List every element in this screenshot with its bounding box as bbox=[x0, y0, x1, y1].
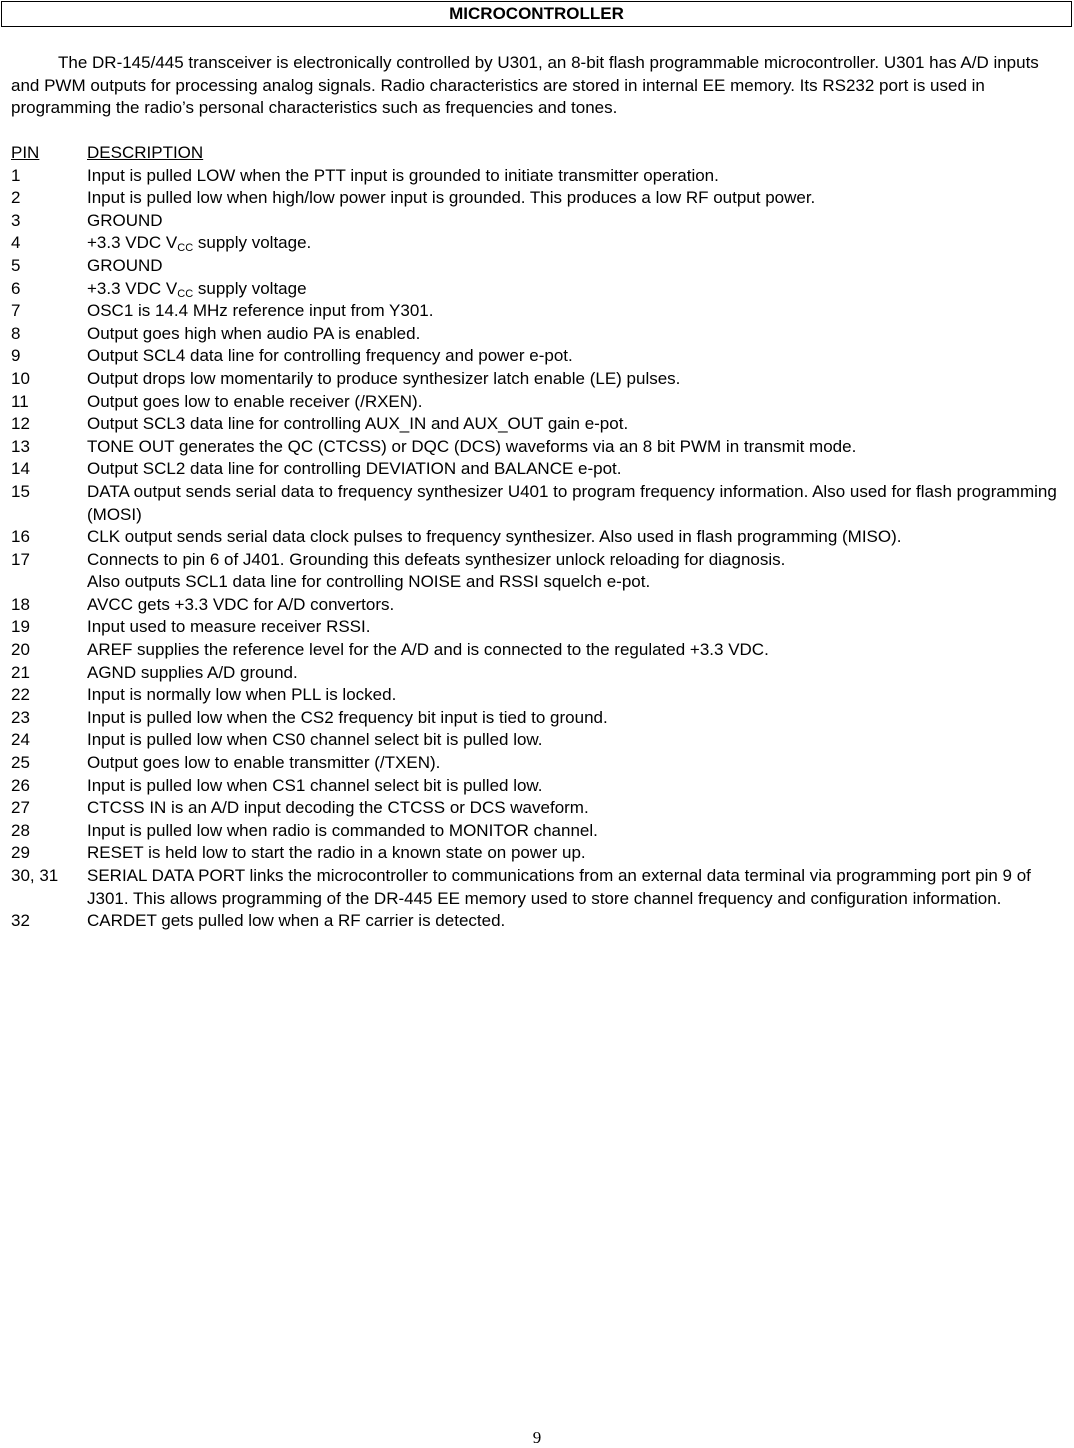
pin-row bbox=[11, 458, 1066, 481]
pin-row bbox=[11, 639, 1066, 662]
pin-description: AGND supplies A/D ground. bbox=[87, 662, 298, 682]
pin-description: Input used to measure receiver RSSI. bbox=[87, 617, 371, 637]
desc-line: Also outputs SCL1 data line for controlling NOISE and RSSI squelch e-pot. bbox=[87, 572, 651, 592]
pin-number: 20 bbox=[11, 640, 30, 660]
pin-description: GROUND bbox=[87, 255, 163, 275]
pin-description: GROUND bbox=[87, 210, 163, 230]
pin-number: 6 bbox=[11, 278, 21, 298]
pin-number: 29 bbox=[11, 843, 30, 863]
pin-description: RESET is held low to start the radio in a known state on power up. bbox=[87, 843, 586, 863]
pin-table-header bbox=[11, 142, 1066, 165]
pin-row bbox=[11, 323, 1066, 346]
desc-text: +3.3 VDC V bbox=[87, 233, 178, 253]
pin-description bbox=[87, 549, 1066, 594]
pin-number: 17 bbox=[11, 549, 30, 569]
desc-line: Connects to pin 6 of J401. Grounding this defeats synthesizer unlock reloading for diagnosis. bbox=[87, 549, 786, 569]
pin-number: 5 bbox=[11, 255, 21, 275]
pin-row bbox=[11, 368, 1066, 391]
pin-description: SERIAL DATA PORT links the microcontroller to communications from an external data terminal via programming port pin 9 of J301. This allows programming of the DR-445 EE memory used to store channel frequency and configuration information. bbox=[87, 866, 1031, 908]
pin-number: 8 bbox=[11, 323, 21, 343]
pin-description: AREF supplies the reference level for the A/D and is connected to the regulated +3.3 VDC. bbox=[87, 640, 769, 660]
pin-row bbox=[11, 232, 1066, 255]
pin-description: Output SCL3 data line for controlling AUX_IN and AUX_OUT gain e-pot. bbox=[87, 414, 629, 434]
pin-description: Input is pulled low when high/low power input is grounded. This produces a low RF output power. bbox=[87, 188, 816, 208]
pin-number: 18 bbox=[11, 594, 30, 614]
pin-row bbox=[11, 594, 1066, 617]
pin-description bbox=[87, 232, 1066, 255]
pin-description: Input is pulled low when CS0 channel select bit is pulled low. bbox=[87, 730, 543, 750]
pin-description: Output SCL2 data line for controlling DEVIATION and BALANCE e-pot. bbox=[87, 459, 622, 479]
pin-description: AVCC gets +3.3 VDC for A/D convertors. bbox=[87, 594, 395, 614]
pin-description: Input is pulled LOW when the PTT input is grounded to initiate transmitter operation. bbox=[87, 165, 719, 185]
pin-row bbox=[11, 729, 1066, 752]
pin-number: 3 bbox=[11, 210, 21, 230]
pin-number: 11 bbox=[11, 391, 29, 411]
pin-description: TONE OUT generates the QC (CTCSS) or DQC (DCS) waveforms via an 8 bit PWM in transmit mode. bbox=[87, 436, 857, 456]
pin-number: 27 bbox=[11, 798, 30, 818]
pin-number: 19 bbox=[11, 617, 30, 637]
pin-number: 1 bbox=[11, 165, 21, 185]
pin-row bbox=[11, 526, 1066, 549]
header-pin: PIN bbox=[11, 143, 40, 162]
pin-description: Output drops low momentarily to produce synthesizer latch enable (LE) pulses. bbox=[87, 368, 681, 388]
pin-description: Input is pulled low when CS1 channel select bit is pulled low. bbox=[87, 775, 543, 795]
pin-row bbox=[11, 481, 1066, 526]
pin-row bbox=[11, 775, 1066, 798]
pin-row bbox=[11, 842, 1066, 865]
pin-number: 4 bbox=[11, 233, 21, 253]
pin-number: 2 bbox=[11, 188, 21, 208]
pin-description: Input is pulled low when radio is commanded to MONITOR channel. bbox=[87, 820, 598, 840]
pin-number: 30, 31 bbox=[11, 866, 59, 885]
pin-number: 26 bbox=[11, 775, 30, 795]
pin-row bbox=[11, 255, 1066, 278]
pin-description: Input is pulled low when the CS2 frequency bit input is tied to ground. bbox=[87, 707, 608, 727]
pin-number: 21 bbox=[11, 662, 30, 682]
header-description: DESCRIPTION bbox=[87, 143, 204, 162]
pin-description: Output goes low to enable receiver (/RXEN). bbox=[87, 391, 423, 411]
pin-number: 14 bbox=[11, 459, 30, 479]
pin-row bbox=[11, 210, 1066, 233]
pin-description: CTCSS IN is an A/D input decoding the CTCSS or DCS waveform. bbox=[87, 798, 589, 818]
pin-description: Output goes low to enable transmitter (/TXEN). bbox=[87, 753, 441, 773]
pin-number: 10 bbox=[11, 368, 30, 388]
pin-row bbox=[11, 187, 1066, 210]
pin-row bbox=[11, 345, 1066, 368]
pin-table bbox=[11, 142, 1066, 933]
intro-paragraph bbox=[11, 52, 1066, 120]
pin-number: 24 bbox=[11, 730, 30, 750]
pin-row bbox=[11, 616, 1066, 639]
pin-row bbox=[11, 300, 1066, 323]
pin-number: 32 bbox=[11, 911, 30, 931]
pin-number: 16 bbox=[11, 527, 30, 547]
pin-row bbox=[11, 413, 1066, 436]
page-number: 9 bbox=[532, 1428, 542, 1447]
pin-row bbox=[11, 391, 1066, 414]
pin-number: 7 bbox=[11, 301, 21, 321]
pin-description: Output goes high when audio PA is enabled. bbox=[87, 323, 421, 343]
pin-description: DATA output sends serial data to frequency synthesizer U401 to program frequency information. Also used for flash programming (MOSI) bbox=[87, 481, 1057, 524]
pin-description: CLK output sends serial data clock pulses to frequency synthesizer. Also used in flash programming (MISO). bbox=[87, 527, 902, 547]
pin-number: 25 bbox=[11, 753, 30, 773]
desc-text: +3.3 VDC V bbox=[87, 278, 178, 298]
pin-row bbox=[11, 549, 1066, 594]
pin-row bbox=[11, 820, 1066, 843]
desc-subscript: CC bbox=[177, 287, 194, 300]
pin-number: 23 bbox=[11, 707, 30, 727]
pin-description: Input is normally low when PLL is locked. bbox=[87, 685, 397, 705]
pin-number: 15 bbox=[11, 481, 30, 501]
pin-row bbox=[11, 865, 1066, 910]
pin-description: CARDET gets pulled low when a RF carrier is detected. bbox=[87, 911, 506, 931]
pin-number: 9 bbox=[11, 346, 21, 366]
intro-text: The DR-145/445 transceiver is electronically controlled by U301, an 8-bit flash programmable microcontroller. U301 has A/D inputs and PWM outputs for processing analog signals. Radio characteristics are stored in internal EE memory. Its RS232 port is used in programming the radio’s personal characteristics such as frequencies and tones. bbox=[11, 53, 1039, 117]
pin-row bbox=[11, 684, 1066, 707]
pin-row bbox=[11, 707, 1066, 730]
pin-number: 13 bbox=[11, 436, 30, 456]
pin-description bbox=[87, 278, 1066, 301]
pin-row bbox=[11, 436, 1066, 459]
desc-text: supply voltage bbox=[193, 278, 307, 298]
pin-description: OSC1 is 14.4 MHz reference input from Y301. bbox=[87, 301, 434, 321]
desc-text: supply voltage. bbox=[193, 233, 312, 253]
section-title: MICROCONTROLLER bbox=[1, 1, 1072, 27]
pin-row bbox=[11, 278, 1066, 301]
pin-row bbox=[11, 662, 1066, 685]
pin-number: 22 bbox=[11, 685, 30, 705]
pin-row bbox=[11, 910, 1066, 933]
pin-row bbox=[11, 797, 1066, 820]
pin-number: 28 bbox=[11, 820, 30, 840]
pin-row bbox=[11, 752, 1066, 775]
pin-row bbox=[11, 165, 1066, 188]
pin-number: 12 bbox=[11, 414, 30, 434]
pin-description: Output SCL4 data line for controlling frequency and power e-pot. bbox=[87, 346, 573, 366]
desc-subscript: CC bbox=[177, 242, 194, 255]
